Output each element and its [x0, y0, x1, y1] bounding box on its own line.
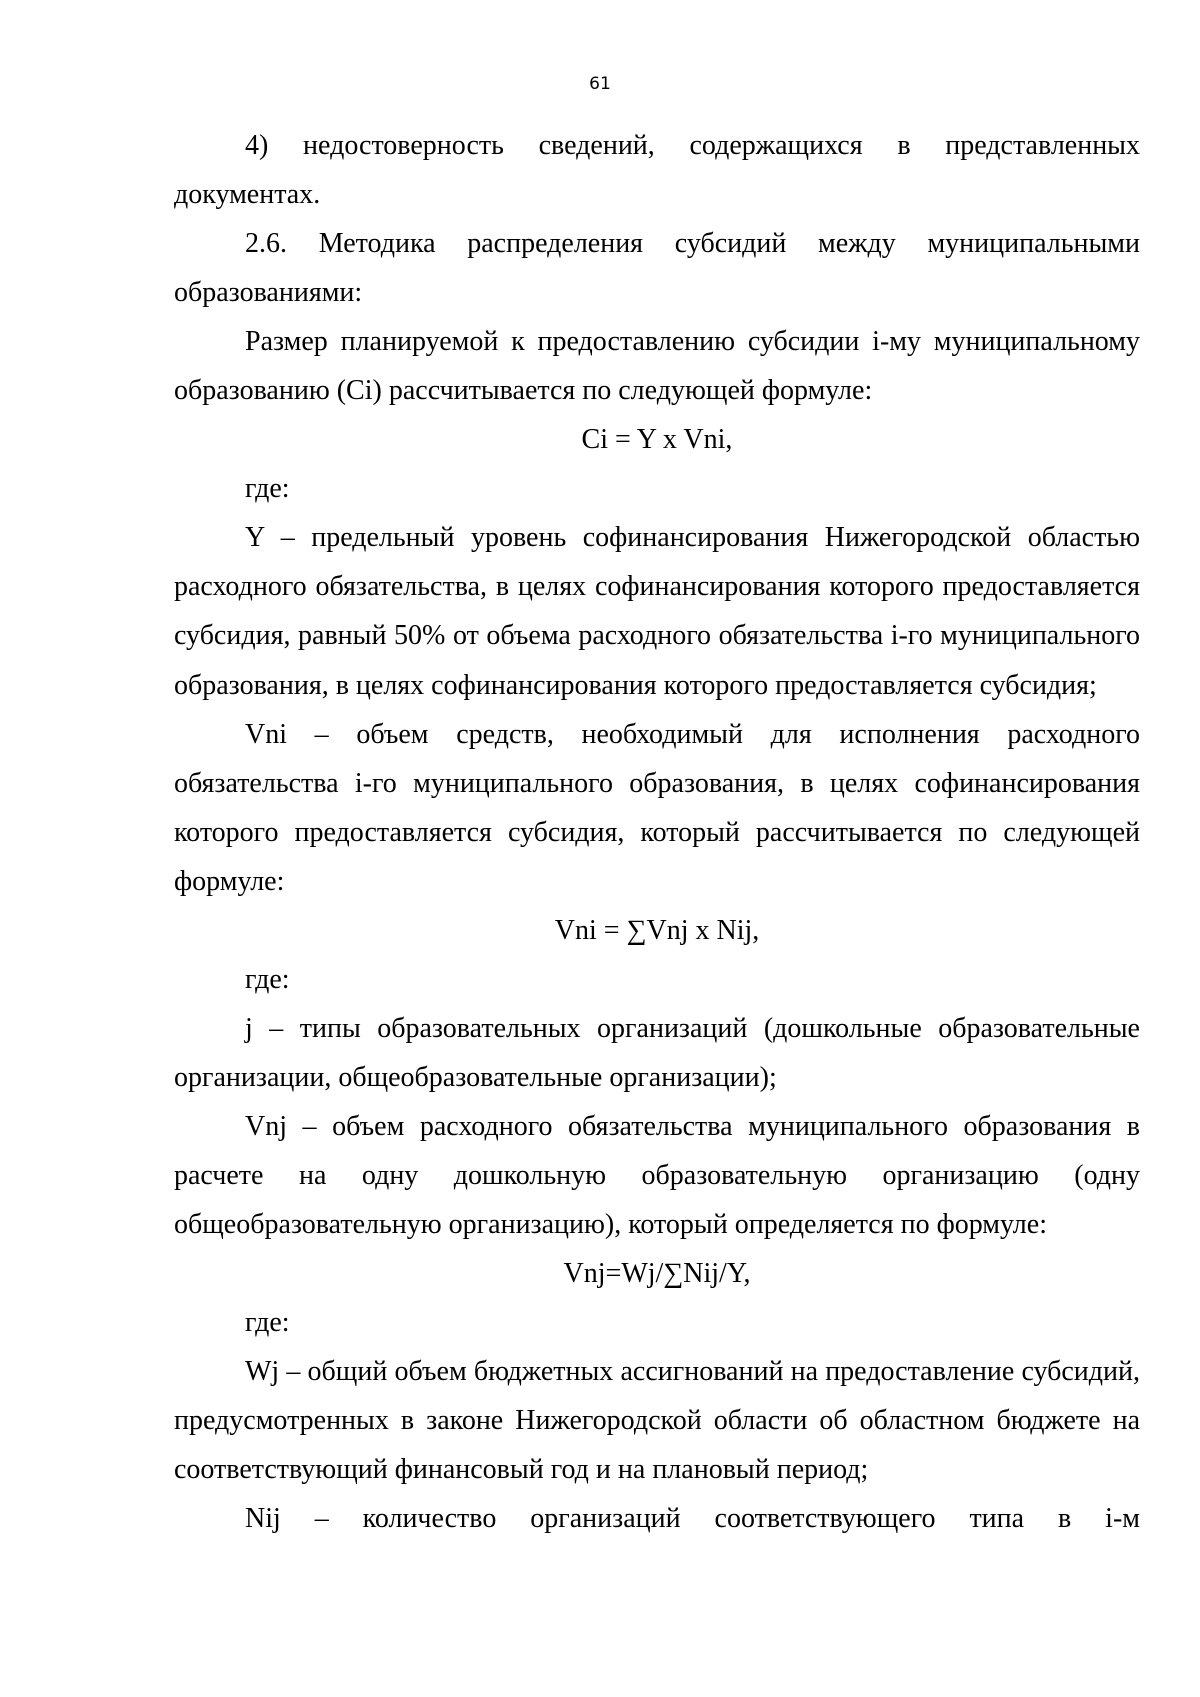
- paragraph-subsidy-size: Размер планируемой к предоставлению субсидии i-му муниципальному образованию (Ci) рассчитывается по следующей формуле:: [174, 326, 1140, 407]
- where-label: где:: [245, 963, 290, 995]
- paragraph-vnj-definition: Vnj – объем расходного обязательства муниципального образования в расчете на одну дошкольную образовательную организацию (одну общеобразовательную организацию), который определяется по формуле:: [174, 1110, 1140, 1241]
- paragraph-section-2-6: 2.6. Методика распределения субсидий между муниципальными образованиями:: [174, 228, 1140, 309]
- formula-vnj: Vnj=Wj/∑Nij/Y,: [563, 1258, 751, 1290]
- document-body: [174, 121, 1140, 1543]
- page-number: 61: [589, 74, 611, 94]
- paragraph-vni-definition: Vni – объем средств, необходимый для исполнения расходного обязательства i-го муниципального образования, в целях софинансирования которого предоставляется субсидия, который рассчитывается по следующей формуле:: [174, 718, 1140, 897]
- paragraph-j-definition: j – типы образовательных организаций (дошкольные образовательные организации, общеобразовательные организации);: [174, 1012, 1140, 1093]
- paragraph-y-definition: Y – предельный уровень софинансирования Нижегородской областью расходного обязательства, в целях софинансирования которого предоставляется субсидия, равный 50% от объема расходного обязательства i-го муниципального образования, в целях софинансирования которого предоставляется субсидия;: [174, 522, 1140, 701]
- paragraph-item-4: 4) недостоверность сведений, содержащихся в представленных документах.: [174, 130, 1140, 211]
- formula-vni: Vni = ∑Vnj x Nij,: [554, 914, 760, 946]
- paragraph-nij-definition: Nij – количество организаций соответствующего типа в i-м: [245, 1503, 1140, 1535]
- where-label: где:: [245, 473, 290, 505]
- paragraph-wj-definition: Wj – общий объем бюджетных ассигнований на предоставление субсидий, предусмотренных в законе Нижегородской области об областном бюджете на соответствующий финансовый год и на плановый период;: [174, 1356, 1140, 1486]
- formula-ci: Ci = Y x Vni,: [581, 424, 733, 456]
- where-label: где:: [245, 1307, 290, 1339]
